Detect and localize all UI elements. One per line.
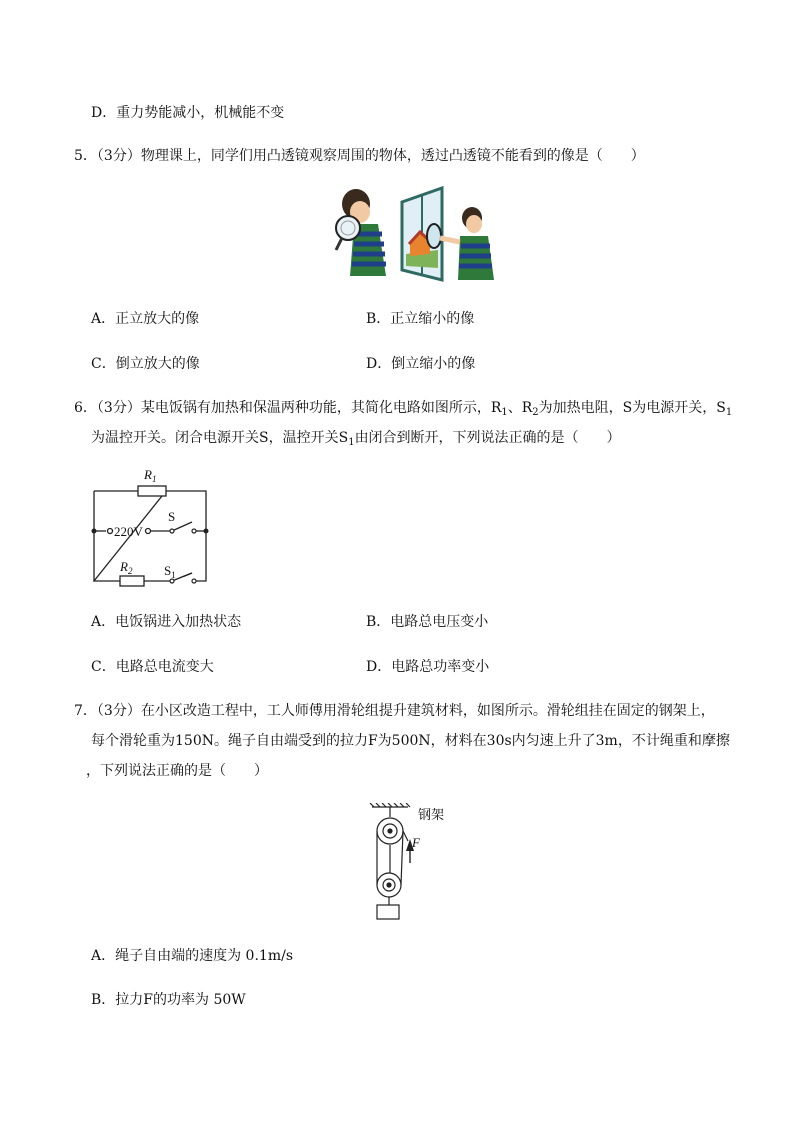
q6-stem-line1	[74, 398, 732, 418]
magnifier-handle	[336, 238, 342, 250]
q6-option-b: B．电路总电压变小	[366, 614, 489, 630]
q6-stem-text: 、R	[507, 400, 533, 416]
label-r2-sub: 2	[127, 566, 133, 576]
label-r1: R	[144, 467, 152, 482]
boy2-face	[466, 215, 482, 233]
q5-lens-figure	[330, 184, 500, 284]
q6-stem-text: 由闭合到断开，下列说法正确的是（ ）	[354, 430, 621, 446]
q6-option-d: D．电路总功率变小	[366, 659, 490, 675]
label-switch-s: S	[168, 509, 176, 524]
q6-stem-sub: 1	[725, 407, 733, 418]
magnifier-lens	[336, 216, 360, 240]
q6-circuit-figure	[88, 465, 218, 587]
q7-stem-line2: 每个滑轮重为150N。绳子自由端受到的拉力F为500N，材料在30s内匀速上升了3m，不计绳重和摩擦	[91, 733, 730, 749]
pulley-diagram	[364, 803, 454, 925]
q6-option-a: A．电饭锅进入加热状态	[91, 614, 242, 630]
q5-option-d: D．倒立缩小的像	[366, 356, 476, 372]
label-switch-s1-sub: 1	[171, 570, 176, 580]
q6-stem-sub: 1	[348, 437, 355, 448]
svg-text:R2	[119, 559, 133, 576]
fixed-pulley-axle	[388, 829, 392, 833]
movable-pulley-axle	[387, 883, 391, 887]
circuit-wires	[94, 491, 206, 581]
junction-right	[204, 529, 209, 534]
q6-stem-text: 6．（3分）某电饭锅有加热和保温两种功能，其简化电路如图所示，R	[74, 400, 502, 416]
label-r1-sub: 1	[151, 474, 157, 484]
label-steel-frame: 钢架	[418, 808, 445, 823]
q6-stem-text: 为温控开关。闭合电源开关S，温控开关S	[91, 430, 349, 446]
q7-stem-line1: 7．（3分）在小区改造工程中，工人师傅用滑轮组提升建筑材料，如图所示。滑轮组挂在固定的钢架上，	[74, 703, 715, 719]
terminal-right	[146, 529, 151, 534]
magnifier-illustration	[330, 184, 500, 284]
q5-option-a: A．正立放大的像	[91, 311, 200, 327]
q5-option-b: B．正立缩小的像	[366, 311, 475, 327]
svg-text:R1	[143, 467, 156, 484]
junction-left	[92, 529, 97, 534]
q5-stem: 5．（3分）物理课上，同学们用凸透镜观察周围的物体，透过凸透镜不能看到的像是（ ）	[74, 148, 645, 164]
q6-option-c: C．电路总电流变大	[91, 659, 214, 675]
held-lens	[427, 224, 441, 248]
q5-option-c: C．倒立放大的像	[91, 356, 200, 372]
q7-stem-line3: ，下列说法正确的是（ ）	[86, 763, 268, 779]
q7-option-a: A．绳子自由端的速度为 0.1m/s	[91, 948, 294, 964]
label-r2: R	[120, 559, 128, 574]
q7-option-b: B．拉力F的功率为 50W	[91, 992, 246, 1008]
resistor-r1	[138, 486, 166, 496]
terminal-left	[108, 529, 113, 534]
label-switch-s1: S	[164, 563, 172, 578]
q6-stem-line2	[91, 428, 621, 448]
q6-stem-sub: 2	[532, 407, 539, 418]
switch-s-pivot	[170, 529, 174, 533]
free-end	[403, 831, 408, 841]
rope-right	[401, 831, 403, 885]
switch-s-contact	[192, 529, 196, 533]
q4-option-d: D．重力势能减小，机械能不变	[91, 105, 285, 121]
svg-text:S1	[164, 563, 176, 580]
q6-stem-text: 为加热电阻，S为电源开关，S	[538, 400, 726, 416]
load-block	[377, 905, 399, 919]
resistor-r2	[120, 576, 144, 586]
q6-stem-sub: 1	[501, 407, 508, 418]
circuit-diagram	[88, 465, 218, 587]
label-voltage: 220V	[114, 524, 143, 539]
label-force: F	[412, 835, 420, 850]
switch-s1-contact	[192, 579, 196, 583]
q7-pulley-figure	[364, 803, 454, 925]
